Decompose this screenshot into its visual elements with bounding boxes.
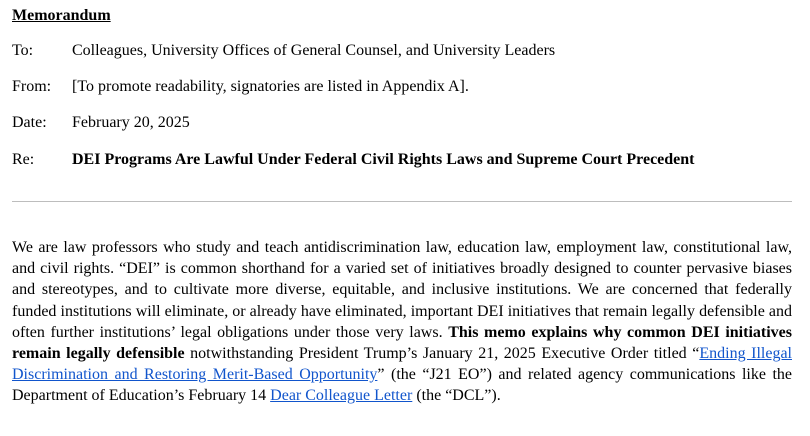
from-value: [To promote readability, signatories are listed in Appendix A]. bbox=[72, 78, 469, 95]
date-value: February 20, 2025 bbox=[72, 114, 190, 131]
header-divider bbox=[12, 201, 792, 202]
body-bold-statement: This memo explains why common DEI initiatives remain legally defensible bbox=[12, 323, 792, 363]
dear-colleague-letter-link[interactable]: Dear Colleague Letter bbox=[270, 387, 413, 405]
body-text-2: notwithstanding President Trump’s January 21, 2025 Executive Order titled “ bbox=[184, 345, 700, 363]
executive-order-link[interactable]: Ending Illegal Discrimination and Restoring Merit-Based Opportunity bbox=[12, 345, 792, 384]
body-text-4: (the “DCL”). bbox=[412, 387, 501, 405]
date-label: Date: bbox=[12, 114, 47, 131]
body-text-3: ” (the “J21 EO”) and related agency communications like the Department of Education’s February 14 bbox=[12, 366, 793, 405]
from-label: From: bbox=[12, 78, 52, 95]
re-subject: DEI Programs Are Lawful Under Federal Civil Rights Laws and Supreme Court Precedent bbox=[72, 151, 695, 168]
memo-title: Memorandum bbox=[12, 7, 111, 24]
re-label: Re: bbox=[12, 151, 35, 168]
body-paragraph bbox=[12, 237, 792, 407]
to-label: To: bbox=[12, 42, 34, 59]
body-text-1: We are law professors who study and teach antidiscrimination law, education law, employment law, constitutional law, and civil rights. “DEI” is common shorthand for a varied set of initiatives broadly designed to counter pervasive biases and stereotypes, and to cultivate more diverse, equitable, and inclusive institutions. We are concerned that federally funded institutions will eliminate, or already have eliminated, important DEI initiatives that remain legally defensible and often further institutions’ legal obligations under those very laws. bbox=[12, 239, 792, 341]
to-value: Colleagues, University Offices of General Counsel, and University Leaders bbox=[72, 42, 556, 59]
